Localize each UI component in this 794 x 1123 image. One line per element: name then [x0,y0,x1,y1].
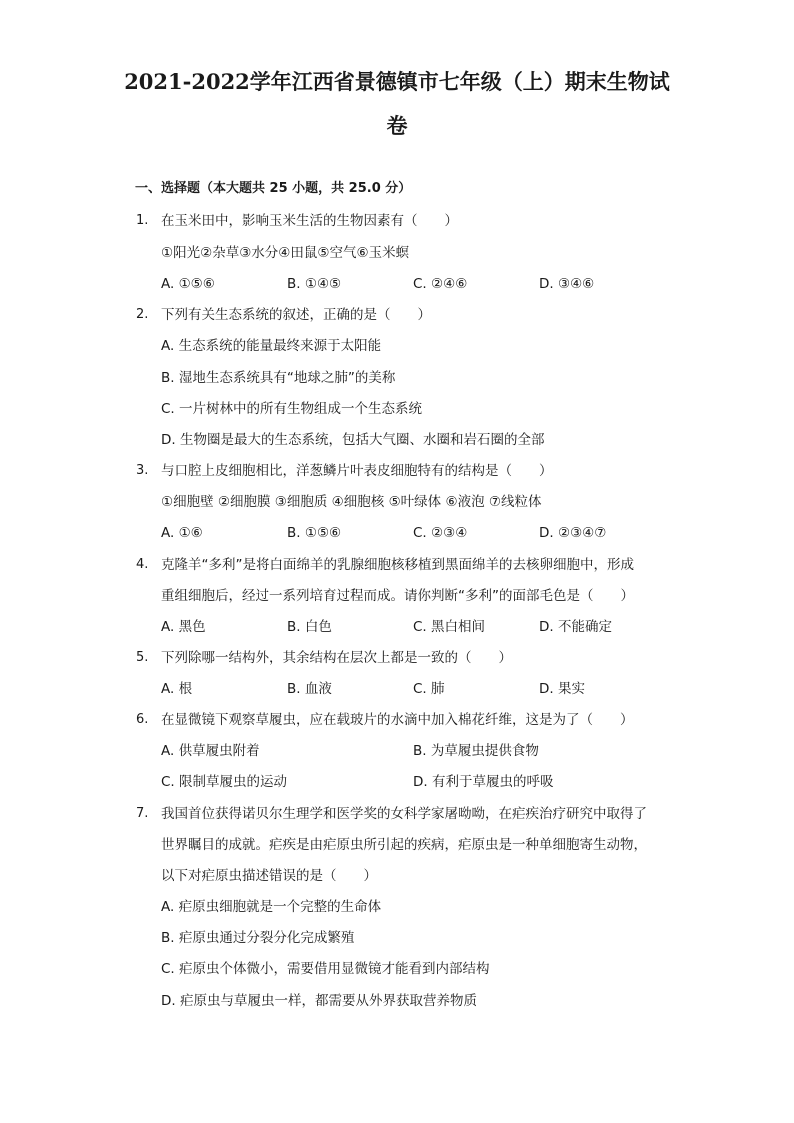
question-7-option-a[interactable]: A. 疟原虫细胞就是一个完整的生命体 [161,899,382,915]
question-4-option-c[interactable]: C. 黑白相间 [413,619,486,635]
question-7-option-b[interactable]: B. 疟原虫通过分裂分化完成繁殖 [161,930,355,946]
question-4-option-b[interactable]: B. 白色 [287,619,332,635]
question-2-option-c[interactable]: C. 一片树林中的所有生物组成一个生态系统 [161,401,423,417]
question-1-stem-line-2: ①阳光②杂草③水分④田鼠⑤空气⑥玉米螟 [161,245,410,261]
question-7-stem-line-3: 以下对疟原虫描述错误的是（ ） [161,868,377,884]
question-6-option-b[interactable]: B. 为草履虫提供食物 [413,743,539,759]
question-1-stem: 在玉米田中，影响玉米生活的生物因素有（ ） [161,213,458,229]
question-5-option-d[interactable]: D. 果实 [539,681,585,697]
question-7-option-c[interactable]: C. 疟原虫个体微小，需要借用显微镜才能看到内部结构 [161,961,490,977]
page-title-line-2: 卷 [386,113,408,138]
question-1-option-a[interactable]: A. ①⑤⑥ [161,276,215,292]
question-1-number: 1. [136,213,149,228]
question-3-stem-line-2: ①细胞壁 ②细胞膜 ③细胞质 ④细胞核 ⑤叶绿体 ⑥液泡 ⑦线粒体 [161,494,542,510]
question-5-stem: 下列除哪一结构外，其余结构在层次上都是一致的（ ） [161,650,512,666]
question-7-stem: 我国首位获得诺贝尔生理学和医学奖的女科学家屠呦呦，在疟疾治疗研究中取得了 [161,806,647,822]
question-5-option-c[interactable]: C. 肺 [413,681,445,697]
question-7-stem-line-2: 世界瞩目的成就。疟疾是由疟原虫所引起的疾病，疟原虫是一种单细胞寄生动物， [161,837,647,853]
question-4-number: 4. [136,557,149,572]
question-3-option-a[interactable]: A. ①⑥ [161,525,203,541]
question-5-option-b[interactable]: B. 血液 [287,681,332,697]
question-6-option-c[interactable]: C. 限制草履虫的运动 [161,774,288,790]
question-1-option-b[interactable]: B. ①④⑤ [287,276,342,292]
page-title-line-1: 2021-2022学年江西省景德镇市七年级（上）期末生物试 [124,69,670,94]
question-6-number: 6. [136,712,149,727]
question-4-stem: 克隆羊“多利”是将白面绵羊的乳腺细胞核移植到黑面绵羊的去核卵细胞中，形成 [161,557,634,573]
question-3-option-b[interactable]: B. ①⑤⑥ [287,525,342,541]
question-6-stem: 在显微镜下观察草履虫，应在载玻片的水滴中加入棉花纤维，这是为了（ ） [161,712,634,728]
question-3-number: 3. [136,463,149,478]
question-2-option-d[interactable]: D. 生物圈是最大的生态系统，包括大气圈、水圈和岩石圈的全部 [161,432,545,448]
question-6-option-a[interactable]: A. 供草履虫附着 [161,743,260,759]
question-7-number: 7. [136,806,149,821]
question-6-option-d[interactable]: D. 有利于草履虫的呼吸 [413,774,554,790]
question-2-number: 2. [136,307,149,322]
question-2-option-b[interactable]: B. 湿地生态系统具有“地球之肺”的美称 [161,370,396,386]
question-3-option-d[interactable]: D. ②③④⑦ [539,525,607,541]
question-4-option-d[interactable]: D. 不能确定 [539,619,612,635]
question-3-option-c[interactable]: C. ②③④ [413,525,468,541]
question-7-option-d[interactable]: D. 疟原虫与草履虫一样，都需要从外界获取营养物质 [161,993,477,1009]
question-2-option-a[interactable]: A. 生态系统的能量最终来源于太阳能 [161,338,382,354]
section-heading: 一、选择题（本大题共 25 小题，共 25.0 分） [135,181,412,196]
question-1-option-d[interactable]: D. ③④⑥ [539,276,595,292]
question-3-stem: 与口腔上皮细胞相比，洋葱鳞片叶表皮细胞特有的结构是（ ） [161,463,553,479]
question-4-option-a[interactable]: A. 黑色 [161,619,206,635]
question-5-option-a[interactable]: A. 根 [161,681,193,697]
question-4-stem-line-2: 重组细胞后，经过一系列培育过程而成。请你判断“多利”的面部毛色是（ ） [161,588,634,604]
question-5-number: 5. [136,650,149,665]
question-1-option-c[interactable]: C. ②④⑥ [413,276,468,292]
question-2-stem: 下列有关生态系统的叙述，正确的是（ ） [161,307,431,323]
